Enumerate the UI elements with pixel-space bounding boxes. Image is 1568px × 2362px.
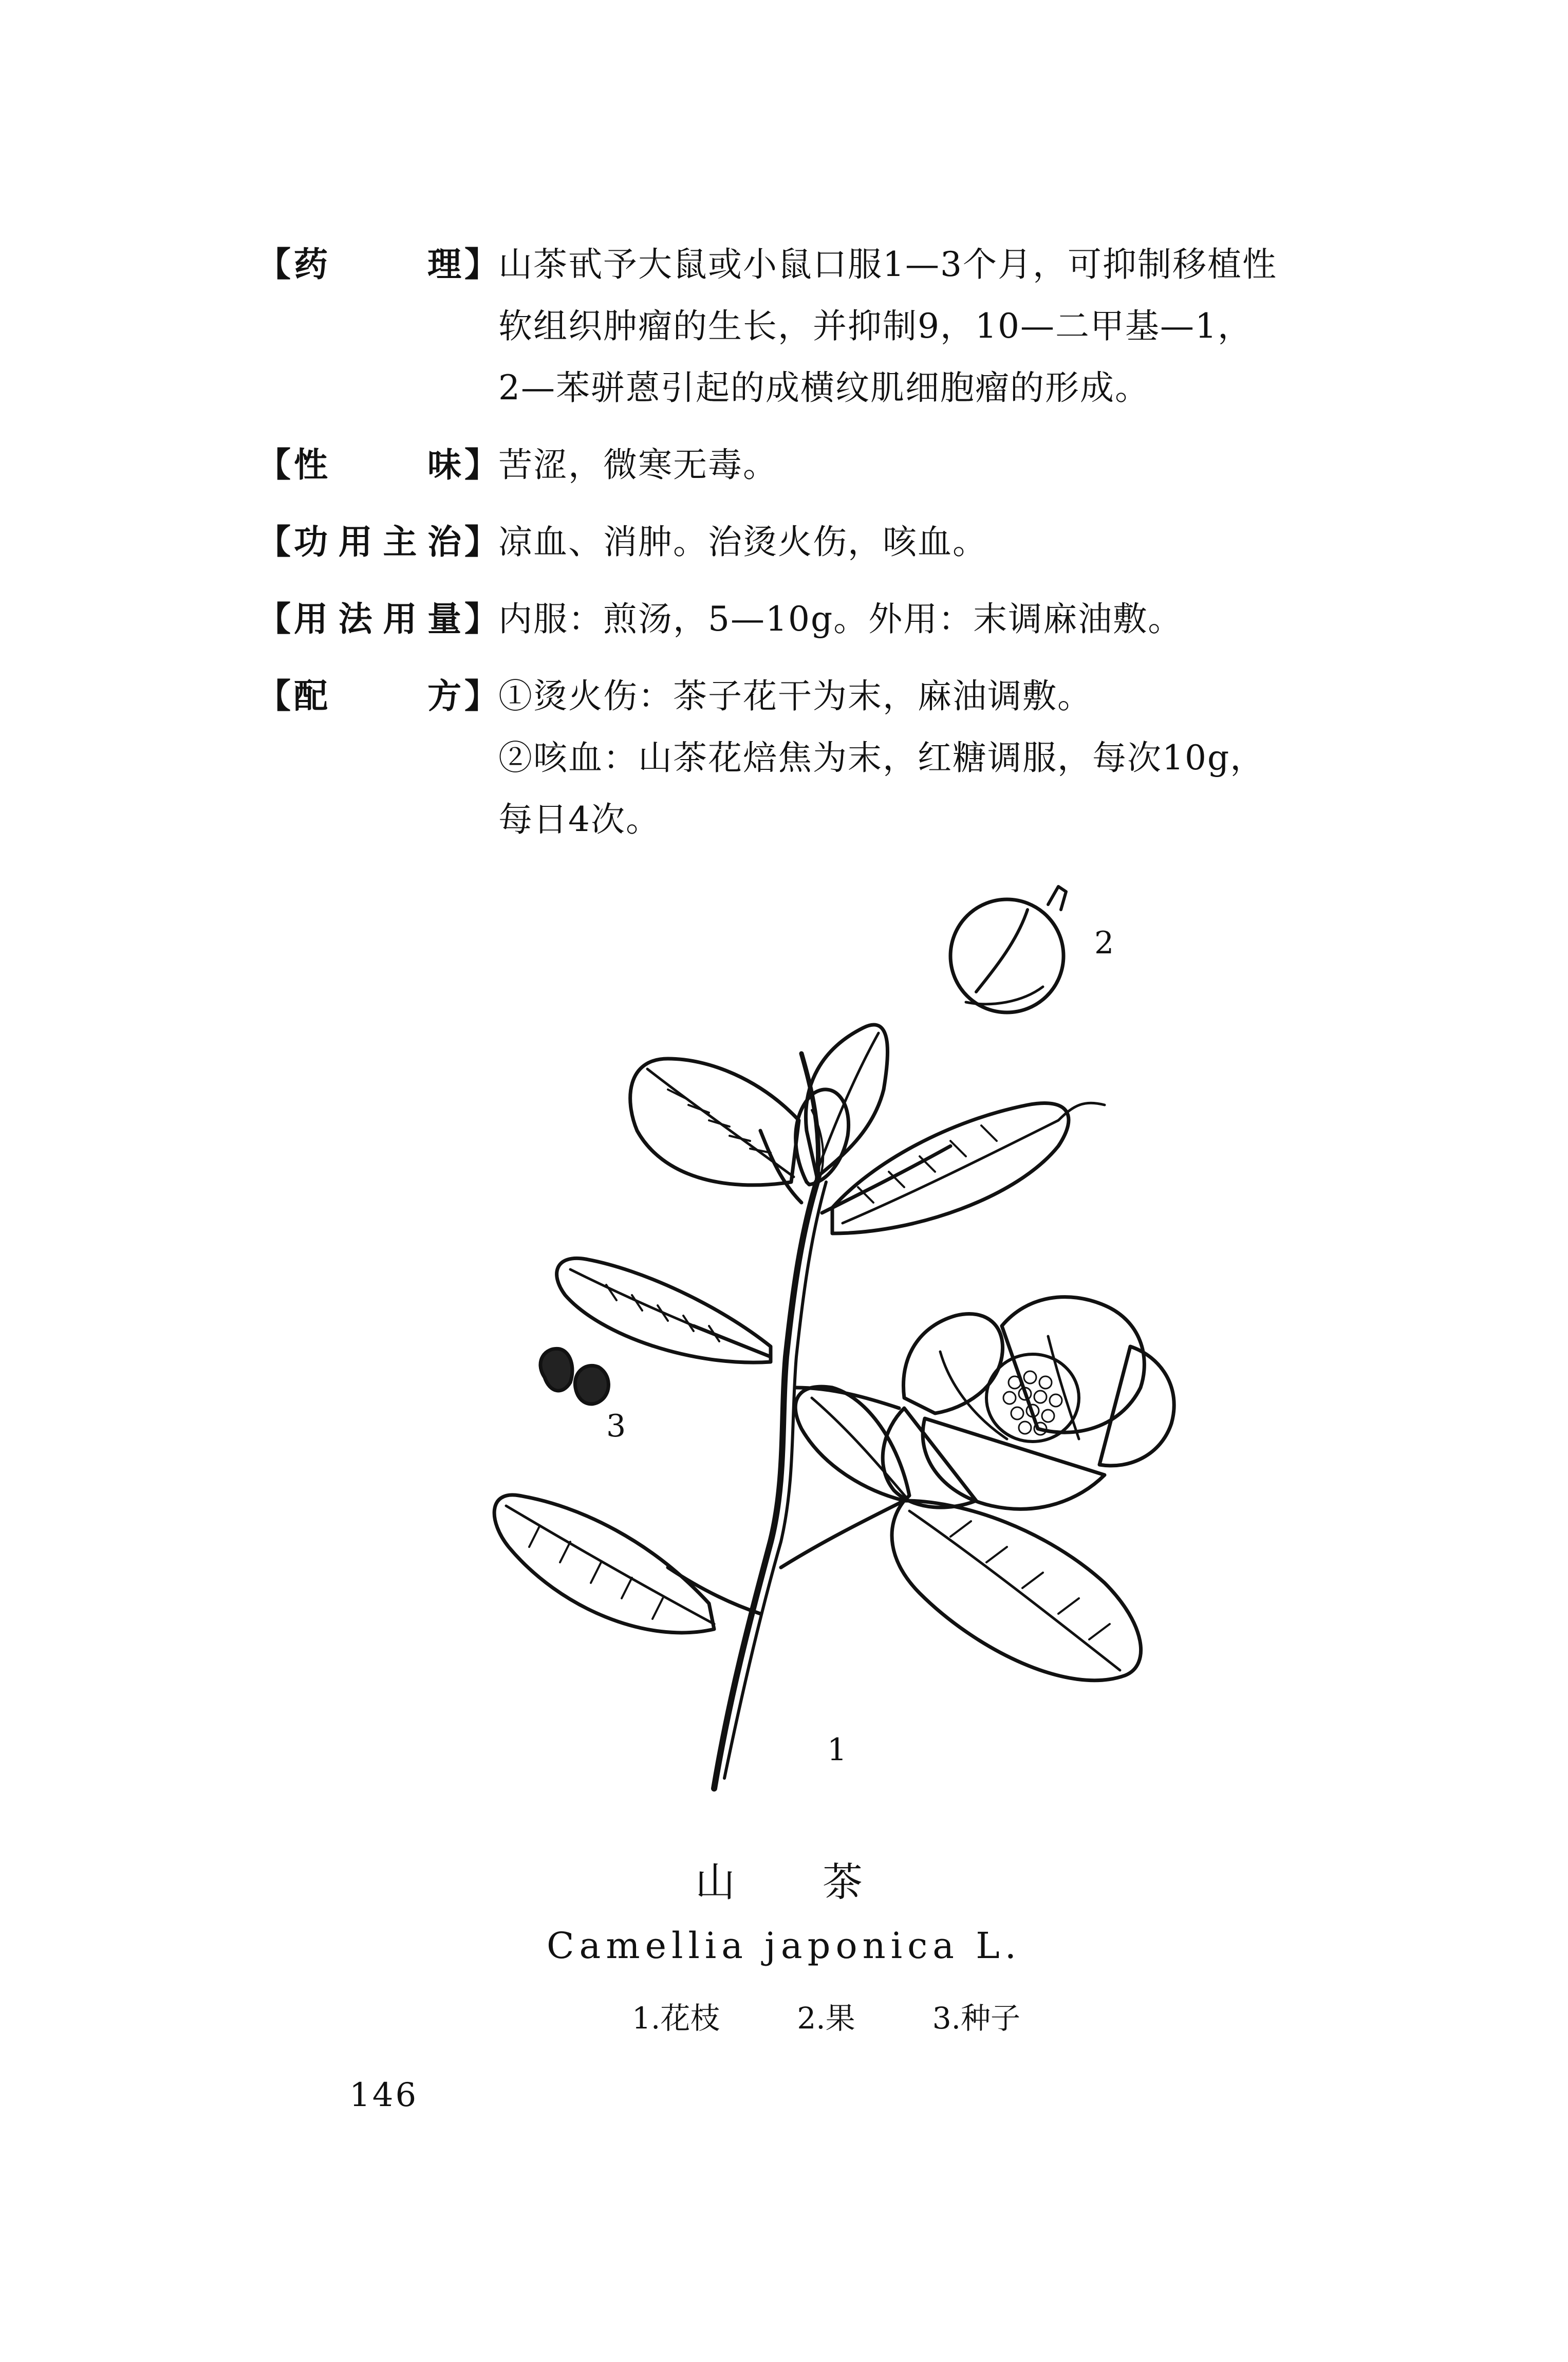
- page-number: 146: [349, 2076, 419, 2114]
- entry-label: [257, 588, 498, 650]
- body-line: 山茶甙予大鼠或小鼠口服1—3个月，可抑制移植性: [498, 245, 1277, 284]
- entry-list: [257, 234, 1490, 866]
- leaf: [832, 1103, 1105, 1233]
- open-bracket: 【: [257, 245, 291, 284]
- body-line: 2—苯骈蒽引起的成横纹肌细胞瘤的形成。: [498, 368, 1150, 408]
- figure-number-1: 1: [827, 1732, 847, 1768]
- entry-functions-indications: [257, 511, 1490, 573]
- body-line: 内服：煎汤，5—10g。外用：末调麻油敷。: [498, 599, 1183, 639]
- entry-body: [498, 588, 1490, 650]
- close-bracket: 】: [464, 245, 498, 284]
- leaf: [557, 1258, 771, 1362]
- label-char: 治: [427, 522, 461, 562]
- flower-bud: [796, 1090, 849, 1185]
- caption-part: 2.果: [797, 2001, 855, 2036]
- close-bracket: 】: [464, 599, 498, 639]
- fruit: [950, 887, 1066, 1012]
- figure-caption-latin: Camellia japonica L.: [546, 1925, 1022, 1967]
- label-char: 量: [427, 599, 461, 639]
- caption-part: 1.花枝: [632, 2001, 720, 2036]
- close-bracket: 】: [464, 676, 498, 716]
- label-char: 主: [383, 522, 417, 562]
- label-char: 用: [294, 599, 328, 639]
- label-char: 方: [427, 676, 461, 716]
- body-line: 软组织肿瘤的生长，并抑制9，10—二甲基—1，: [498, 306, 1253, 346]
- close-bracket: 】: [464, 445, 498, 485]
- close-bracket: 】: [464, 522, 498, 562]
- label-char: 味: [427, 445, 461, 485]
- entry-nature-taste: [257, 434, 1490, 496]
- label-char: 法: [338, 599, 372, 639]
- label-char: 理: [427, 245, 461, 284]
- entry-label: [257, 666, 498, 727]
- entry-body: [498, 666, 1490, 851]
- caption-part: 3.种子: [932, 2001, 1021, 2036]
- entry-pharmacology: [257, 234, 1490, 419]
- camellia-flower: [883, 1297, 1174, 1509]
- body-line: 苦涩，微寒无毒。: [498, 445, 778, 485]
- label-char: 药: [294, 245, 328, 284]
- leaf: [630, 1059, 799, 1185]
- entry-body: [498, 234, 1490, 419]
- figure-caption-parts: [632, 1994, 1020, 2037]
- open-bracket: 【: [257, 522, 291, 562]
- leaf: [494, 1495, 714, 1633]
- entry-prescriptions: [257, 666, 1490, 851]
- leaf: [806, 1025, 887, 1177]
- body-line: ①烫火伤：茶子花干为末，麻油调敷。: [498, 676, 1092, 716]
- figure-number-2: 2: [1094, 925, 1114, 961]
- body-line: 凉血、消肿。治烫火伤，咳血。: [498, 522, 987, 562]
- figure-caption-title: 山茶: [695, 1859, 950, 1906]
- label-char: 用: [383, 599, 417, 639]
- entry-body: [498, 511, 1490, 573]
- leaf: [892, 1501, 1141, 1681]
- entry-usage-dosage: [257, 588, 1490, 650]
- open-bracket: 【: [257, 445, 291, 485]
- body-line: 每日4次。: [498, 800, 661, 839]
- label-char: 性: [294, 445, 328, 485]
- label-char: 配: [294, 676, 328, 716]
- entry-body: [498, 434, 1490, 496]
- entry-label: [257, 511, 498, 573]
- open-bracket: 【: [257, 676, 291, 716]
- leaf: [795, 1387, 909, 1501]
- label-char: 用: [338, 522, 372, 562]
- stem: [668, 1054, 950, 1788]
- seeds: [540, 1349, 608, 1404]
- body-line: ②咳血：山茶花焙焦为末，红糖调服，每次10g，: [498, 738, 1265, 778]
- entry-label: [257, 434, 498, 496]
- open-bracket: 【: [257, 599, 291, 639]
- figure-number-3: 3: [606, 1408, 626, 1444]
- entry-label: [257, 234, 498, 296]
- label-char: 功: [294, 522, 328, 562]
